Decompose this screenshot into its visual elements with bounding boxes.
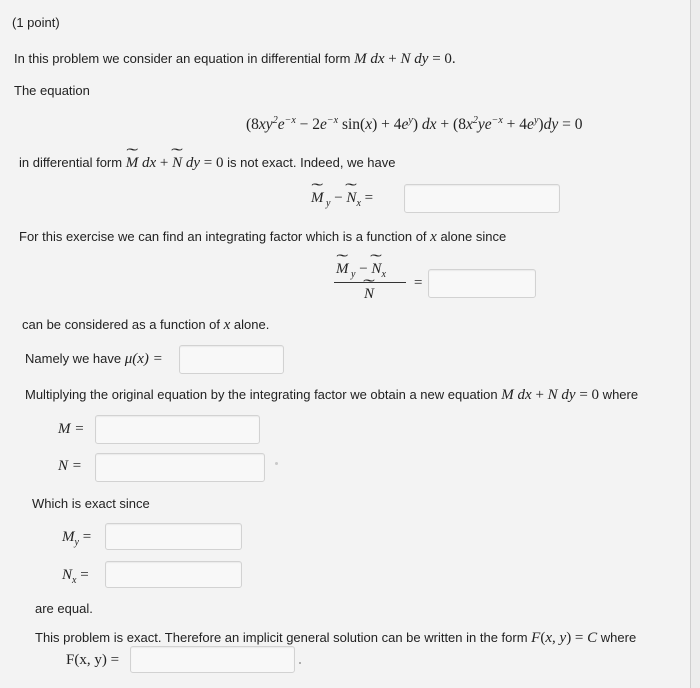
nx-input[interactable] xyxy=(105,561,242,588)
multiplying-pre: Multiplying the original equation by the integrating factor we obtain a new equation xyxy=(25,387,502,402)
factor-text-pre: For this exercise we can find an integrating factor which is a function of xyxy=(19,229,431,244)
my-minus-nx-input[interactable] xyxy=(404,184,560,213)
factor-text-post: alone since xyxy=(436,229,507,244)
nx-label: $N_x$ = xyxy=(62,567,89,586)
fraction-numerator: ˜ M $_y$ − ˜ $N_x$ xyxy=(336,261,386,280)
points-label: (1 point) xyxy=(12,15,60,30)
not-exact-pre: in differential form xyxy=(19,155,126,170)
considered-var: x xyxy=(223,317,231,333)
considered-text xyxy=(22,317,269,334)
conclusion-post: where xyxy=(597,630,637,645)
not-exact-text xyxy=(19,155,396,172)
trailing-period xyxy=(299,662,301,664)
decorative-dot xyxy=(275,462,278,465)
mu-math: μ(x) = xyxy=(124,351,163,367)
my-label: $M_y$ = xyxy=(62,529,92,548)
intro-text xyxy=(14,51,456,68)
f-label: F(x, y) = xyxy=(66,652,120,668)
the-equation-label: The equation xyxy=(14,83,90,98)
multiplying-text xyxy=(25,387,638,404)
n-label: N = xyxy=(58,458,82,474)
mu-text xyxy=(25,351,163,368)
intro-text-pre: In this problem we consider an equation in differential form xyxy=(14,51,355,66)
conclusion-pre: This problem is exact. Therefore an implicit general solution can be written in the form xyxy=(35,630,532,645)
not-exact-post: is not exact. Indeed, we have xyxy=(223,155,396,170)
intro-math: M dx + N dy = 0. xyxy=(354,51,456,67)
conclusion-text xyxy=(35,630,636,647)
conclusion-math: F(x, y) = C xyxy=(531,630,598,646)
n-input[interactable] xyxy=(95,453,265,482)
exact-since-text: Which is exact since xyxy=(32,496,150,511)
my-input[interactable] xyxy=(105,523,242,550)
tilde-form-math: ˜ M dx + ˜ N dy = 0 xyxy=(126,155,224,171)
considered-pre: can be considered as a function of xyxy=(22,317,224,332)
fraction-input[interactable] xyxy=(428,269,536,298)
my-minus-nx-label: ˜ M $_y$ − ˜ $N_x$ = xyxy=(311,190,373,209)
factor-text-var: x xyxy=(430,229,437,245)
fraction-denominator: ˜ N xyxy=(364,286,374,303)
multiplying-post: where xyxy=(599,387,639,402)
factor-text xyxy=(19,229,506,246)
f-input[interactable] xyxy=(130,646,295,673)
are-equal-text: are equal. xyxy=(35,601,93,616)
m-input[interactable] xyxy=(95,415,260,444)
mu-pre: Namely we have xyxy=(25,351,125,366)
fraction-equals: = xyxy=(413,275,424,291)
multiplying-math: M dx + N dy = 0 xyxy=(501,387,600,403)
m-label: M = xyxy=(58,421,85,437)
mu-input[interactable] xyxy=(179,345,284,374)
main-equation: ($8xy^2e^{-x} - 2e^{-x}$ $\sin(x) + 4e^y$) dx + $(8x^2ye^{-x} + 4e^y)dy = 0$ xyxy=(246,115,583,133)
considered-post: alone. xyxy=(230,317,270,332)
